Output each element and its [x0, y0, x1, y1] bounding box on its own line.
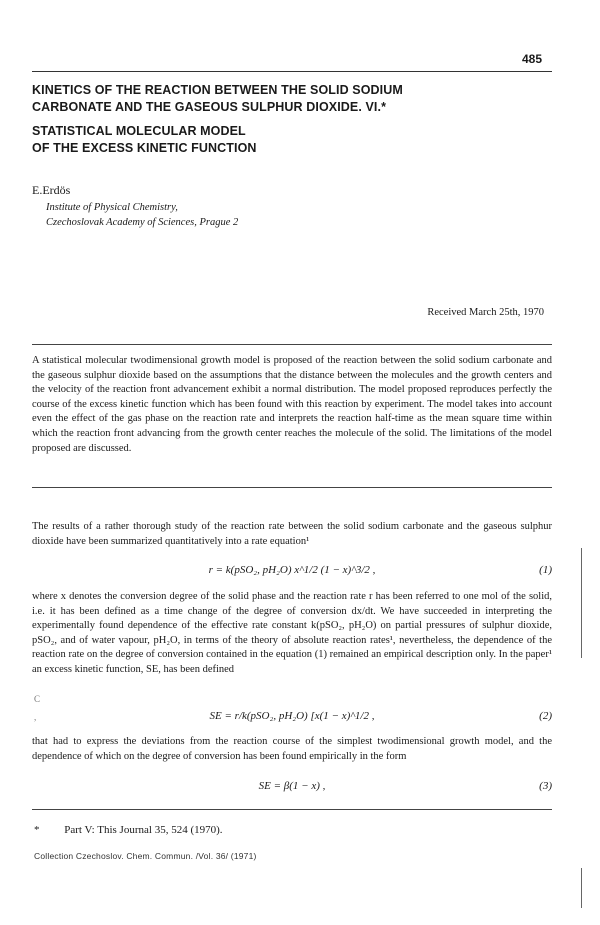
- received-date: Received March 25th, 1970: [427, 307, 544, 318]
- equation-2-text: SE = r/k(pSO₂, pH₂O) [x(1 − x)^1/2 ,: [209, 710, 375, 722]
- title-line-3: STATISTICAL MOLECULAR MODEL: [32, 124, 246, 138]
- author-name: E.Erdös: [32, 183, 71, 197]
- abstract: A statistical molecular twodimensional growth model is proposed of the reaction between the solid sodium carbonate and the gaseous sulphur dioxide based on the assumptions that the distance between the molecules and the growth centers and the velocity of the reaction front advancement exhibit a normal distribution. The model proposed reproduces perfectly the course of the excess kinetic function which has been found with this reaction by experiment. The model takes into account even the effect of the gas phase on the reaction rate and interprets the reaction half-time as the mean square time within which the reaction front advancing from the growth center reaches the molecule of the solid. The limitations of the model proposed are discussed.: [32, 355, 552, 454]
- margin-scan-line-1: [581, 548, 582, 658]
- equation-3: [32, 780, 552, 796]
- body-paragraph-1: The results of a rather thorough study of the reaction rate between the solid sodium carbonate and the gaseous sulphur dioxide have been summarized quantitatively into a rate equation¹: [32, 521, 552, 547]
- equation-3-text: SE = β(1 − x) ,: [258, 780, 326, 792]
- margin-scan-line-2: [581, 868, 582, 908]
- journal-footer: Collection Czechoslov. Chem. Commun. /Vol. 36/ (1971): [34, 851, 257, 861]
- affiliation-line-2: Czechoslovak Academy of Sciences, Prague 2: [46, 217, 239, 228]
- abstract-top-rule: [32, 344, 552, 345]
- article-title: [32, 82, 552, 157]
- footnote: [34, 824, 223, 836]
- body-paragraph-3: that had to express the deviations from the reaction course of the simplest twodimensional growth model, and the dependence of which on the degree of conversion has been found empirically in the form: [32, 736, 552, 762]
- equation-1-number: (1): [539, 564, 552, 576]
- equation-2-number: (2): [539, 710, 552, 722]
- abstract-bottom-rule: [32, 487, 552, 488]
- stray-mark-1: C: [34, 694, 41, 704]
- equation-1: [32, 564, 552, 580]
- equation-2: [32, 710, 552, 726]
- title-line-1: KINETICS OF THE REACTION BETWEEN THE SOLID SODIUM: [32, 83, 403, 97]
- footnote-rule: [32, 809, 552, 810]
- page-number: 485: [521, 52, 542, 66]
- stray-mark-2: ,: [34, 712, 37, 722]
- body-paragraph-2: where x denotes the conversion degree of the solid phase and the reaction rate r has been referred to one mol of the solid, i.e. it has been defined as a time change of the degree of conversion dx/dt. We have succeeded in interpreting the experimentally found dependence of the effective rate constant k(pSO₂, pH₂O) on partial pressures of sulphur dioxide, pSO₂, and of water vapour, pH₂O, in terms of the theory of absolute reaction rates¹, nevertheless, the dependence of the reaction rate on the degree of conversion contained in the equation (1) remained an empirical description only. In the paper¹ an excess kinetic function, SE, has been defined: [32, 591, 552, 675]
- header-rule: [32, 71, 552, 72]
- affiliation: [46, 200, 238, 230]
- footnote-mark: *: [34, 824, 40, 836]
- equation-3-number: (3): [539, 780, 552, 792]
- affiliation-line-1: Institute of Physical Chemistry,: [46, 202, 178, 213]
- title-line-2: CARBONATE AND THE GASEOUS SULPHUR DIOXIDE. VI.*: [32, 100, 387, 114]
- footnote-text: Part V: This Journal 35, 524 (1970).: [64, 824, 223, 836]
- equation-1-text: r = k(pSO₂, pH₂O) x^1/2 (1 − x)^3/2 ,: [208, 564, 376, 576]
- title-line-4: OF THE EXCESS KINETIC FUNCTION: [32, 141, 257, 155]
